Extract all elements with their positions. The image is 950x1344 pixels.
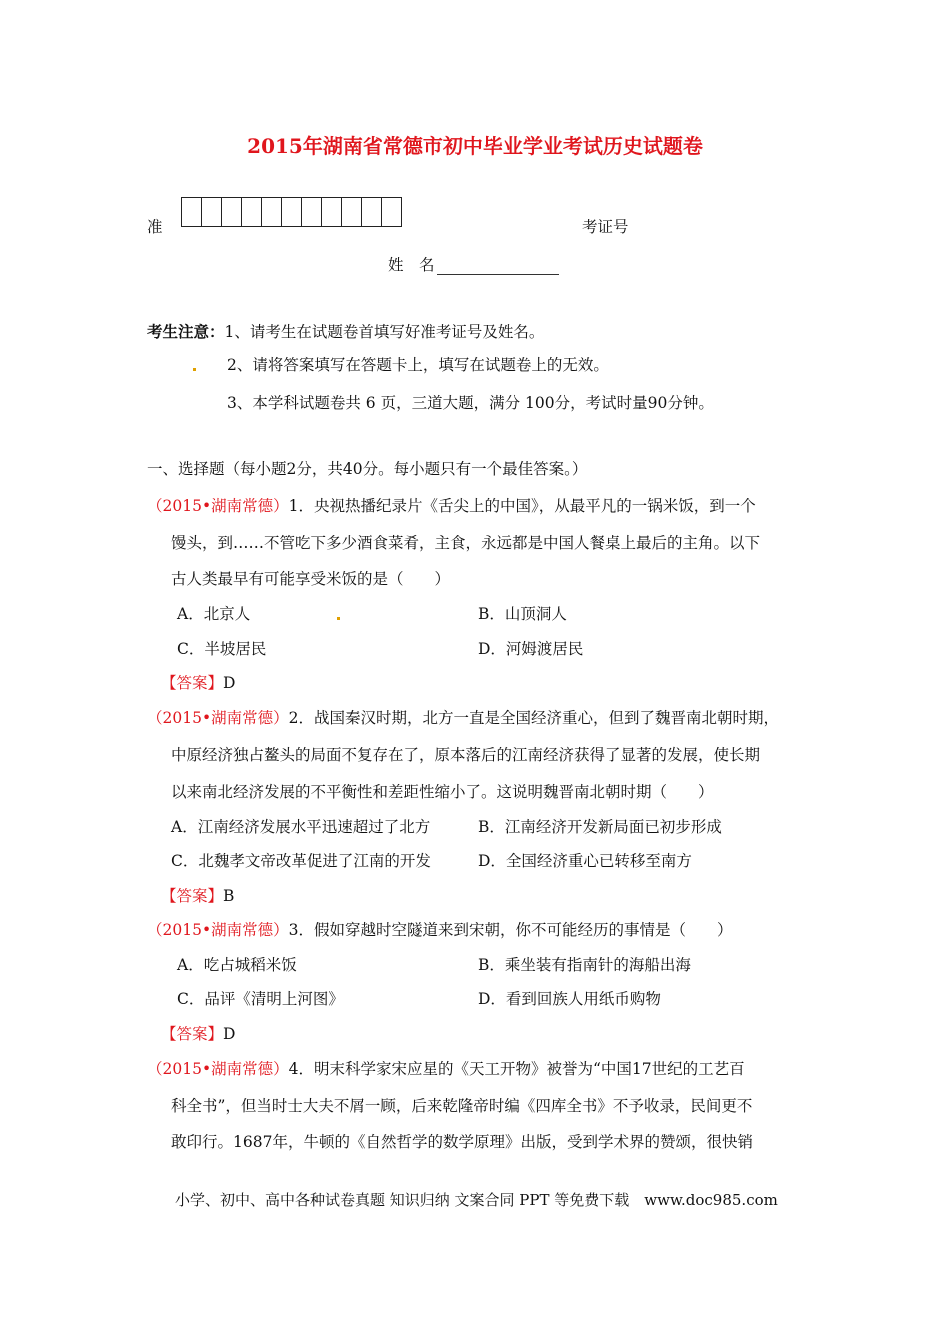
option-d: D．河姆渡居民 [478, 640, 584, 658]
exam-number-box[interactable] [202, 198, 222, 226]
question-4-line [147, 1059, 745, 1079]
decorative-dot [337, 617, 340, 620]
source-tag: （2015•湖南常德） [147, 497, 289, 515]
question-text: 敢印行。1687年，牛顿的《自然哲学的数学原理》出版，受到学术界的赞颂，很快销 [171, 1133, 753, 1151]
question-text: 馒头，到……不管吃下多少酒食菜肴，主食，永远都是中国人餐桌上最后的主角。以下 [171, 534, 761, 552]
exam-number-box[interactable] [242, 198, 262, 226]
question-text: 4．明末科学家宋应星的《天工开物》被誉为“中国17世纪的工艺百 [288, 1060, 745, 1078]
question-text: 3．假如穿越时空隧道来到宋朝，你不可能经历的事情是（ ） [288, 921, 733, 939]
name-field[interactable] [388, 255, 559, 275]
exam-number-box[interactable] [342, 198, 362, 226]
option-a: A．吃占城稻米饭 [177, 956, 297, 974]
name-label: 姓 名 [388, 256, 435, 274]
answer [161, 886, 234, 906]
question-text: 古人类最早有可能享受米饭的是（ ） [171, 570, 451, 588]
answer-label: 【答案】 [161, 674, 224, 692]
notice-item: 1、请考生在试题卷首填写好准考证号及姓名。 [224, 323, 545, 341]
answer [161, 1024, 235, 1044]
question-3-line [147, 920, 732, 940]
exam-number-box[interactable] [302, 198, 322, 226]
answer-value: D [223, 674, 236, 692]
page-title: 2015年湖南省常德市初中毕业学业考试历史试题卷 [247, 134, 703, 158]
section-heading: 一、选择题（每小题2分，共40分。每小题只有一个最佳答案。） [147, 460, 588, 478]
option-d: D．全国经济重心已转移至南方 [478, 852, 692, 870]
answer-label: 【答案】 [161, 1025, 224, 1043]
answer [161, 673, 235, 693]
exam-number-box[interactable] [222, 198, 242, 226]
exam-number-boxes[interactable] [181, 197, 402, 227]
option-a: A．北京人 [177, 605, 251, 623]
option-c: C．半坡居民 [177, 640, 267, 658]
question-text: 2．战国秦汉时期，北方一直是全国经济重心，但到了魏晋南北朝时期， [288, 709, 779, 727]
option-b: B．江南经济开发新局面已初步形成 [478, 818, 722, 836]
exam-number-box[interactable] [382, 198, 402, 226]
source-tag: （2015•湖南常德） [147, 921, 289, 939]
notice-line-1 [147, 322, 544, 342]
exam-number-box[interactable] [322, 198, 342, 226]
decorative-dot [193, 368, 196, 371]
answer-label: 【答案】 [161, 887, 224, 905]
answer-value: D [223, 1025, 236, 1043]
question-text: 以来南北经济发展的不平衡性和差距性缩小了。这说明魏晋南北朝时期（ ） [171, 783, 714, 801]
zhun-label: 准 [147, 218, 163, 236]
notice-item: 2、请将答案填写在答题卡上，填写在试题卷上的无效。 [227, 356, 609, 374]
question-1-line [147, 496, 756, 516]
question-2-line [147, 708, 779, 728]
option-b: B．乘坐装有指南针的海船出海 [478, 956, 691, 974]
question-text: 1．央视热播纪录片《舌尖上的中国》，从最平凡的一锅米饭，到一个 [288, 497, 756, 515]
exam-number-box[interactable] [362, 198, 382, 226]
source-tag: （2015•湖南常德） [147, 709, 289, 727]
notice-label: 考生注意： [147, 322, 225, 341]
name-underline [437, 258, 559, 275]
option-d: D．看到回族人用纸币购物 [478, 990, 661, 1008]
option-c: C．北魏孝文帝改革促进了江南的开发 [171, 852, 431, 870]
option-b: B．山顶洞人 [478, 605, 567, 623]
kaozheng-label: 考证号 [582, 218, 629, 236]
exam-number-box[interactable] [182, 198, 202, 226]
footer-text: 小学、初中、高中各种试卷真题 知识归纳 文案合同 PPT 等免费下载 www.doc985.com [175, 1191, 778, 1209]
answer-value: B [223, 887, 235, 905]
source-tag: （2015•湖南常德） [147, 1060, 289, 1078]
exam-number-box[interactable] [262, 198, 282, 226]
notice-item: 3、本学科试题卷共 6 页，三道大题，满分 100分，考试时量90分钟。 [227, 394, 714, 412]
exam-number-box[interactable] [282, 198, 302, 226]
option-a: A．江南经济发展水平迅速超过了北方 [171, 818, 431, 836]
option-c: C．品评《清明上河图》 [177, 990, 344, 1008]
question-text: 中原经济独占鳌头的局面不复存在了，原本落后的江南经济获得了显著的发展，使长期 [171, 746, 761, 764]
question-text: 科全书”，但当时士大夫不屑一顾，后来乾隆帝时编《四库全书》不予收录，民间更不 [171, 1097, 753, 1115]
